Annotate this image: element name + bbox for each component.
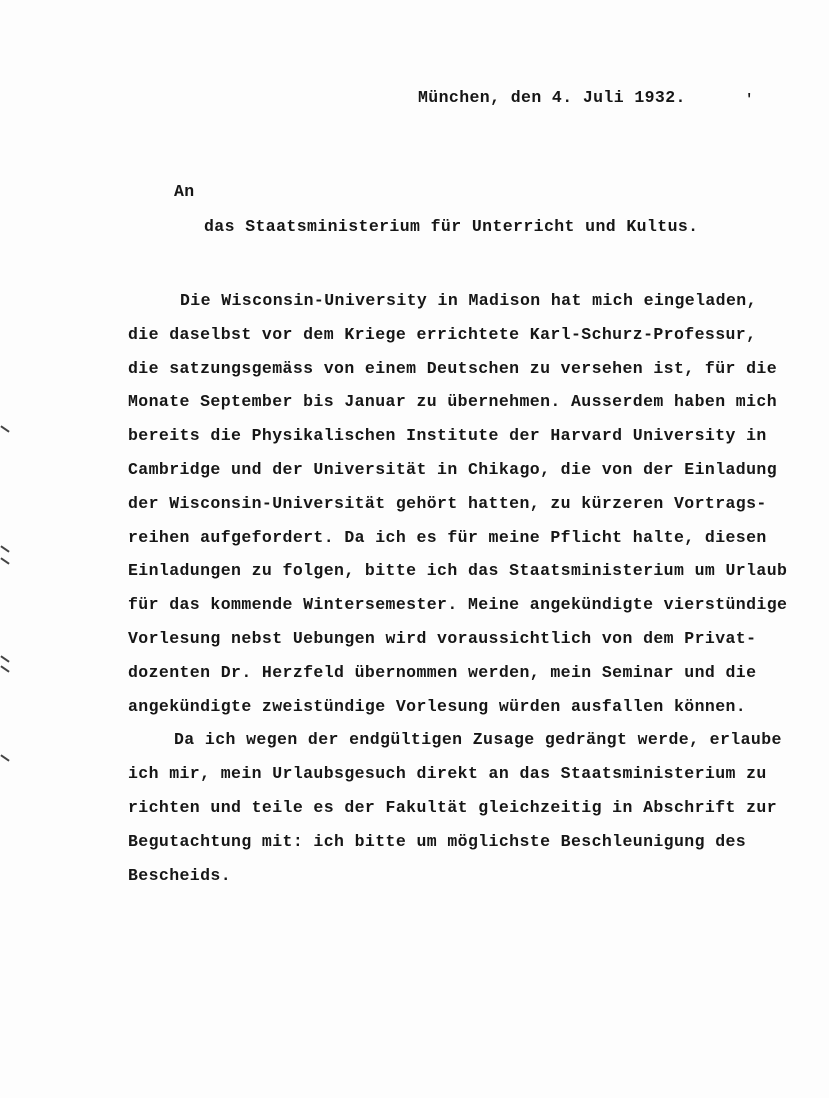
scan-speck: [0, 665, 9, 672]
paragraph-1-line: dozenten Dr. Herzfeld übernommen werden, mein Seminar und die: [128, 662, 757, 682]
paragraph-1-line: die daselbst vor dem Kriege errichtete Karl-Schurz-Professur,: [128, 324, 757, 344]
paragraph-2-line: ich mir, mein Urlaubsgesuch direkt an das Staatsministerium zu: [128, 764, 767, 784]
paragraph-1-line: Monate September bis Januar zu übernehmen. Ausserdem haben mich: [128, 392, 778, 412]
date-line: München, den 4. Juli 1932.: [418, 88, 686, 107]
paragraph-1-line: Vorlesung nebst Uebungen wird voraussichtlich von dem Privat-: [128, 628, 757, 648]
scan-speck: [0, 557, 9, 564]
paragraph-1-line: für das kommende Wintersemester. Meine angekündigte vierstündige: [128, 595, 788, 615]
paragraph-1-line: reihen aufgefordert. Da ich es für meine Pflicht halte, diesen: [128, 527, 767, 547]
paragraph-1-line: die satzungsgemäss von einem Deutschen zu versehen ist, für die: [128, 358, 778, 378]
paragraph-1-line: Einladungen zu folgen, bitte ich das Staatsministerium um Urlaub: [128, 561, 788, 581]
scan-speck: [0, 655, 9, 662]
scan-speck: [0, 425, 9, 432]
scan-speck: [0, 545, 9, 552]
paragraph-1-line: bereits die Physikalischen Institute der Harvard University in: [128, 426, 767, 446]
paragraph-2-line: Bescheids.: [128, 865, 232, 885]
paragraph-1-line: der Wisconsin-Universität gehört hatten, zu kürzeren Vortrags-: [128, 493, 767, 513]
paragraph-1-line: Cambridge und der Universität in Chikago, die von der Einladung: [128, 459, 778, 479]
paragraph-2-line: Begutachtung mit: ich bitte um möglichste Beschleunigung des: [128, 831, 747, 851]
paragraph-2-line: richten und teile es der Fakultät gleichzeitig in Abschrift zur: [128, 797, 778, 817]
page-mark: ': [745, 92, 754, 108]
paragraph-2-line: Da ich wegen der endgültigen Zusage gedrängt werde, erlaube: [174, 730, 782, 750]
paragraph-1-line: angekündigte zweistündige Vorlesung würden ausfallen können.: [128, 696, 747, 716]
salutation: An: [174, 182, 195, 201]
scan-speck: [0, 754, 9, 761]
recipient-line: das Staatsministerium für Unterricht und Kultus.: [204, 217, 699, 236]
letter-body: [128, 284, 800, 892]
paragraph-1-line: Die Wisconsin-University in Madison hat mich eingeladen,: [180, 291, 757, 310]
